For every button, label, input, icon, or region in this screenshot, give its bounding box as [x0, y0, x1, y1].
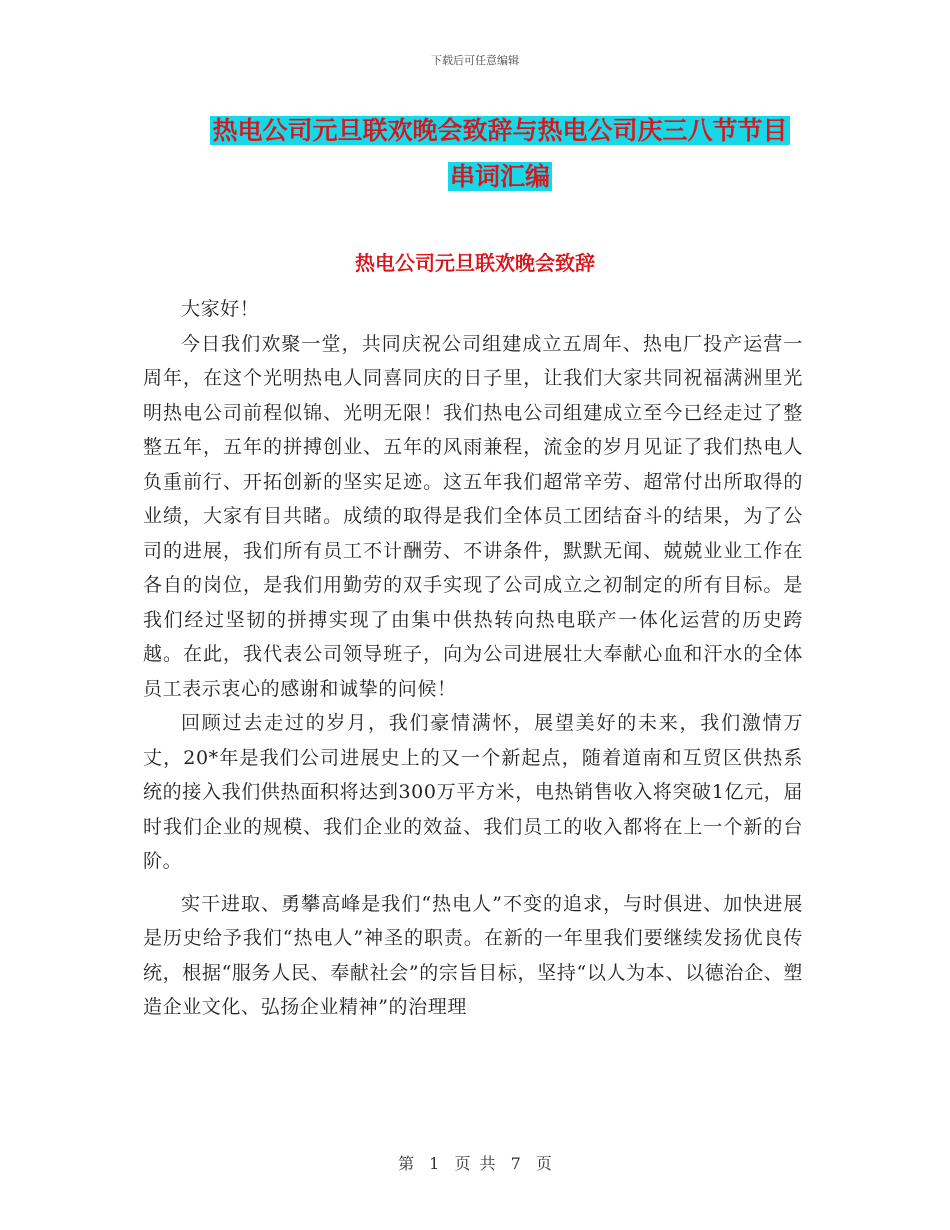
- section-title: 热电公司元旦联欢晚会致辞: [355, 251, 595, 275]
- page-middle: 页 共: [454, 1154, 496, 1173]
- page-suffix: 页: [535, 1154, 552, 1173]
- paragraph: 今日我们欢聚一堂，共同庆祝公司组建成立五周年、热电厂投产运营一周年，在这个光明热电人同喜同庆的日子里，让我们大家共同祝福满洲里光明热电公司前程似锦、光明无限！我们热电公司组建成立至今已经走过了整整五年，五年的拼搏创业、五年的风雨兼程，流金的岁月见证了我们热电人负重前行、开拓创新的坚实足迹。这五年我们超常辛劳、超常付出所取得的业绩，大家有目共睹。成绩的取得是我们全体员工团结奋斗的结果，为了公司的进展，我们所有员工不计酬劳、不讲条件，默默无闻、兢兢业业工作在各自的岗位，是我们用勤劳的双手实现了公司成立之初制定的所有目标。是我们经过坚韧的拼搏实现了由集中供热转向热电联产一体化运营的历史跨越。在此，我代表公司领导班子，向为公司进展壮大奉献心血和汗水的全体员工表示衷心的感谢和诚挚的问候！: [143, 332, 803, 700]
- page-footer: [0, 1152, 950, 1176]
- header-note: 下载后可任意编辑: [431, 54, 519, 67]
- paragraph-greeting: 大家好！: [181, 298, 260, 320]
- paragraph: 实干进取、勇攀高峰是我们“热电人”不变的追求，与时俱进、加快进展是历史给予我们“热电人”神圣的职责。在新的一年里我们要继续发扬优良传统，根据“服务人民、奉献社会”的宗旨目标，坚持“以人为本、以德治企、塑造企业文化、弘扬企业精神”的治理理: [143, 892, 803, 1018]
- document-title-line2: 串词汇编: [449, 162, 550, 191]
- paragraph: 回顾过去走过的岁月，我们豪情满怀，展望美好的未来，我们激情万丈，20*年是我们公司进展史上的又一个新起点，随着道南和互贸区供热系统的接入我们供热面积将达到300万平方米，电热销售收入将突破1亿元，届时我们企业的规模、我们企业的效益、我们员工的收入都将在上一个新的台阶。: [143, 712, 803, 872]
- document-title-line1: 热电公司元旦联欢晚会致辞与热电公司庆三八节节目: [212, 116, 788, 145]
- page-total: 7: [510, 1154, 521, 1173]
- document-title: [180, 108, 820, 200]
- body-text: [143, 292, 803, 1025]
- page-number: 1: [429, 1154, 440, 1173]
- page-prefix: 第: [398, 1154, 415, 1173]
